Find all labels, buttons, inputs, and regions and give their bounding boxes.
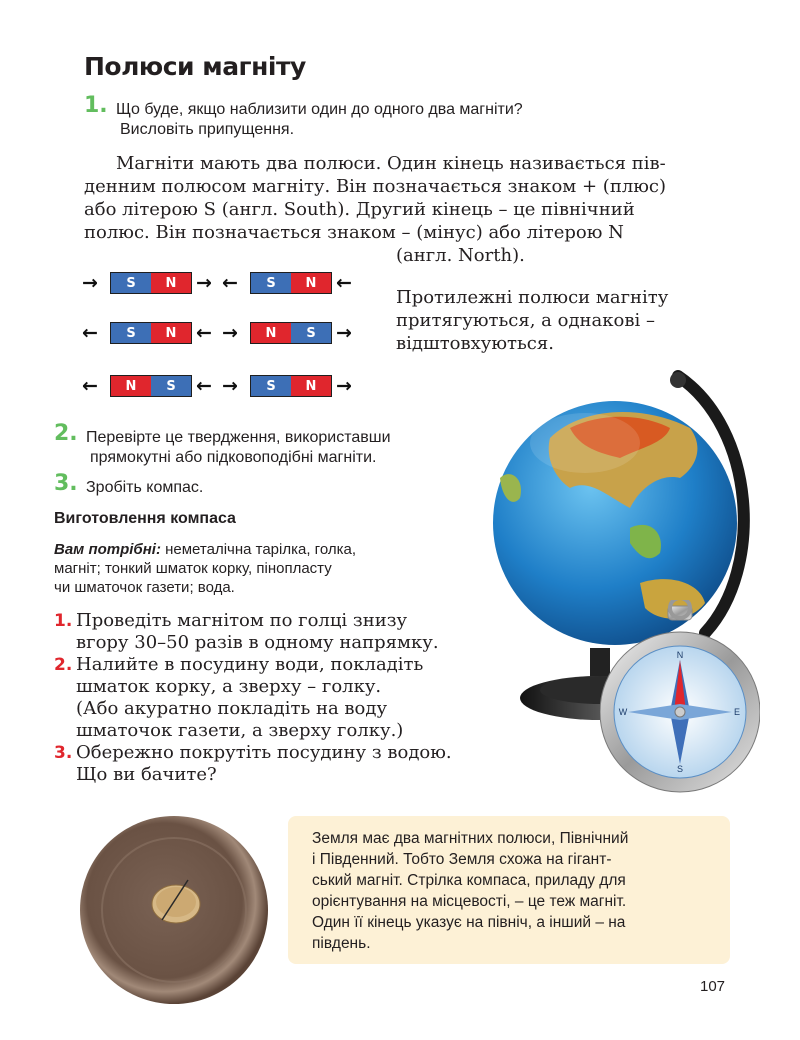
step-line: шматочок газети, а зверху голку.) bbox=[76, 720, 404, 741]
compass-dial-w: W bbox=[618, 707, 628, 717]
bar-magnet bbox=[250, 272, 332, 294]
info-box bbox=[288, 816, 730, 964]
steps-list bbox=[54, 610, 452, 786]
materials-label: Вам потрібні: bbox=[54, 541, 161, 558]
arrow-right-icon: → bbox=[336, 322, 352, 344]
compass-dial-n: N bbox=[676, 650, 684, 660]
step-number: 1. bbox=[54, 611, 73, 631]
step-line: Обережно покрутіть посудину з водою. bbox=[76, 742, 452, 763]
magnet-pole-s: S bbox=[251, 376, 291, 396]
task-number: 1. bbox=[84, 93, 108, 118]
arrow-right-icon: → bbox=[222, 322, 238, 344]
compass-image bbox=[600, 600, 760, 800]
bar-magnet bbox=[250, 375, 332, 397]
compass-dial-e: E bbox=[733, 707, 741, 717]
paragraph-line: або літерою S (англ. South). Другий кінець – це північний bbox=[84, 199, 635, 220]
arrow-right-icon: → bbox=[222, 375, 238, 397]
bar-magnet bbox=[250, 322, 332, 344]
rule-line: Протилежні полюси магніту bbox=[396, 287, 669, 308]
task-text-line: Що буде, якщо наблизити один до одного два магніти? bbox=[116, 101, 523, 118]
magnet-pole-n: N bbox=[251, 323, 291, 343]
page-number: 107 bbox=[700, 978, 726, 995]
paragraph-line: (англ. North). bbox=[396, 245, 525, 266]
magnet-pole-n: N bbox=[151, 273, 191, 293]
magnet-pole-n: N bbox=[111, 376, 151, 396]
magnet-pole-n: N bbox=[291, 273, 331, 293]
rule-line: притягуються, а однакові – bbox=[396, 310, 655, 331]
page-title: Полюси магніту bbox=[84, 52, 306, 81]
info-line: ський магніт. Стрілка компаса, приладу для bbox=[312, 872, 626, 889]
step-item bbox=[54, 654, 452, 742]
materials-text: магніт; тонкий шматок корку, пінопласту bbox=[54, 560, 332, 577]
magnet-pole-s: S bbox=[151, 376, 191, 396]
paragraph-line: Магніти мають два полюси. Один кінець називається пів- bbox=[116, 153, 666, 174]
materials-text: чи шматочок газети; вода. bbox=[54, 579, 235, 596]
rule-line: відштовхуються. bbox=[396, 333, 554, 354]
step-line: (Або акуратно покладіть на воду bbox=[76, 698, 388, 719]
arrow-left-icon: ← bbox=[82, 322, 98, 344]
step-line: Що ви бачите? bbox=[76, 764, 217, 785]
bar-magnet bbox=[110, 375, 192, 397]
paragraph-line: денним полюсом магніту. Він позначається знаком + (плюс) bbox=[84, 176, 667, 197]
magnet-row-repel bbox=[82, 375, 362, 397]
step-number: 3. bbox=[54, 743, 73, 763]
materials-text: неметалічна тарілка, голка, bbox=[160, 541, 356, 558]
arrow-left-icon: ← bbox=[196, 375, 212, 397]
magnet-pole-n: N bbox=[291, 376, 331, 396]
info-line: орієнтування на місцевості, – це теж магніт. bbox=[312, 893, 627, 910]
magnet-row-attract bbox=[82, 272, 362, 294]
task-number: 2. bbox=[54, 421, 78, 446]
step-item bbox=[54, 610, 452, 654]
task-1 bbox=[84, 93, 684, 140]
magnet-pole-s: S bbox=[111, 273, 151, 293]
step-line: Налийте в посудину води, покладіть bbox=[76, 654, 424, 675]
section-subheading: Виготовлення компаса bbox=[54, 510, 236, 527]
info-line: Земля має два магнітних полюси, Північний bbox=[312, 830, 629, 847]
task-2 bbox=[54, 421, 494, 468]
magnet-pole-s: S bbox=[111, 323, 151, 343]
arrow-left-icon: ← bbox=[82, 375, 98, 397]
plate-with-cork-image bbox=[76, 812, 272, 1008]
magnet-pole-s: S bbox=[251, 273, 291, 293]
arrow-left-icon: ← bbox=[196, 322, 212, 344]
compass-dial-s: S bbox=[676, 764, 684, 774]
bar-magnet bbox=[110, 272, 192, 294]
paragraph-line: полюс. Він позначається знаком – (мінус) або літерою N bbox=[84, 222, 624, 243]
task-text-line: Зробіть компас. bbox=[86, 479, 204, 496]
task-text-line: прямокутні або підковоподібні магніти. bbox=[90, 449, 377, 466]
magnet-pole-n: N bbox=[151, 323, 191, 343]
task-text-line: Перевірте це твердження, використавши bbox=[86, 429, 391, 446]
intro-paragraph bbox=[84, 152, 730, 244]
step-number: 2. bbox=[54, 655, 73, 675]
step-line: Проведіть магнітом по голці знизу bbox=[76, 610, 408, 631]
task-number: 3. bbox=[54, 471, 78, 496]
step-item bbox=[54, 742, 452, 786]
rule-text bbox=[396, 286, 668, 355]
info-line: Один її кінець указує на північ, а інший – на bbox=[312, 914, 626, 931]
task-3 bbox=[54, 471, 454, 498]
info-line: і Південний. Тобто Земля схожа на гігант- bbox=[312, 851, 612, 868]
magnet-row-repel bbox=[82, 322, 362, 344]
arrow-right-icon: → bbox=[336, 375, 352, 397]
arrow-right-icon: → bbox=[196, 272, 212, 294]
step-line: вгору 30–50 разів в одному напрямку. bbox=[76, 632, 439, 653]
materials-list bbox=[54, 540, 444, 597]
arrow-left-icon: ← bbox=[336, 272, 352, 294]
task-text-line: Висловіть припущення. bbox=[120, 121, 295, 138]
magnet-pole-s: S bbox=[291, 323, 331, 343]
info-line: південь. bbox=[312, 935, 371, 952]
step-line: шматок корку, а зверху – голку. bbox=[76, 676, 382, 697]
arrow-left-icon: ← bbox=[222, 272, 238, 294]
bar-magnet bbox=[110, 322, 192, 344]
arrow-right-icon: → bbox=[82, 272, 98, 294]
